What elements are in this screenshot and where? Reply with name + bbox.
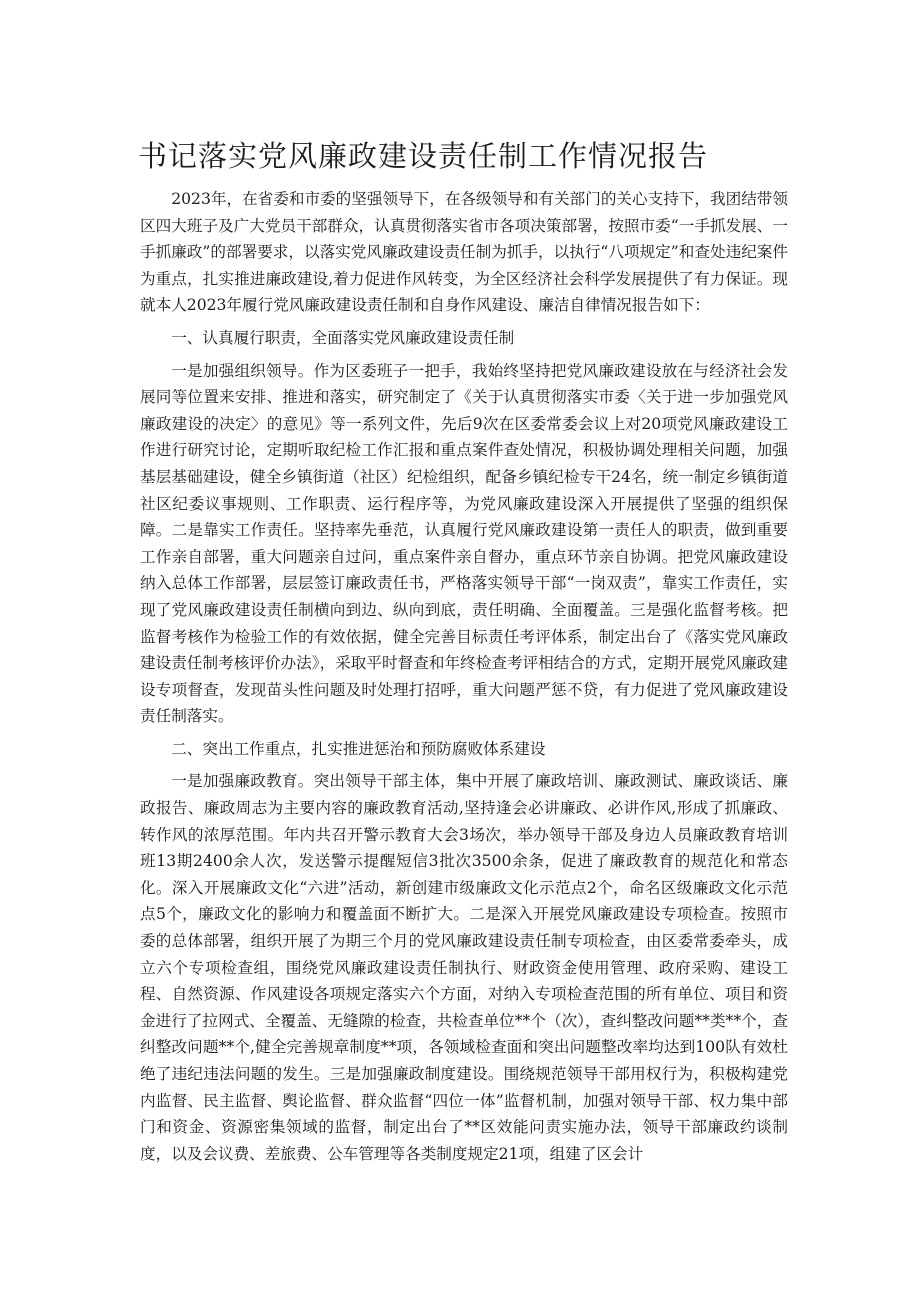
document-body bbox=[140, 186, 788, 1167]
paragraph-section-1: 一是加强组织领导。作为区委班子一把手，我始终坚持把党风廉政建设放在与经济社会发展同等位置来安排、推进和落实，研究制定了《关于认真贯彻落实市委〈关于进一步加强党风廉政建设的决定〉的意见》等一系列文件，先后9次在区委常委会议上对20项党风廉政建设工作进行研究讨论，定期听取纪检工作汇报和重点案件查处情况，积极协调处理相关问题，加强基层基础建设，健全乡镇街道（社区）纪检组织，配备乡镇纪检专干24名，统一制定乡镇街道社区纪委议事规则、工作职责、运行程序等，为党风廉政建设深入开展提供了坚强的组织保障。二是靠实工作责任。坚持率先垂范，认真履行党风廉政建设第一责任人的职责，做到重要工作亲自部署，重大问题亲自过问，重点案件亲自督办，重点环节亲自协调。把党风廉政建设纳入总体工作部署，层层签订廉政责任书，严格落实领导干部“一岗双责”，靠实工作责任，实现了党风廉政建设责任制横向到边、纵向到底，责任明确、全面覆盖。三是强化监督考核。把监督考核作为检验工作的有效依据，健全完善目标责任考评体系，制定出台了《落实党风廉政建设责任制考核评价办法》，采取平时督查和年终检查考评相结合的方式，定期开展党风廉政建设专项督查，发现苗头性问题及时处理打招呼，重大问题严惩不贷，有力促进了党风廉政建设责任制落实。 bbox=[140, 361, 788, 726]
section-heading-2: 二、突出工作重点，扎实推进惩治和预防腐败体系建设 bbox=[171, 739, 546, 758]
document-title: 书记落实党风廉政建设责任制工作情况报告 bbox=[138, 139, 709, 173]
paragraph-section-2: 一是加强廉政教育。突出领导干部主体，集中开展了廉政培训、廉政测试、廉政谈话、廉政报告、廉政周志为主要内容的廉政教育活动,坚持逢会必讲廉政、必讲作风,形成了抓廉政、转作风的浓厚范围。年内共召开警示教育大会3场次，举办领导干部及身边人员廉政教育培训班13期2400余人次，发送警示提醒短信3批次3500余条，促进了廉政教育的规范化和常态化。深入开展廉政文化“六进”活动，新创建市级廉政文化示范点2个，命名区级廉政文化示范点5个，廉政文化的影响力和覆盖面不断扩大。二是深入开展党风廉政建设专项检查。按照市委的总体部署，组织开展了为期三个月的党风廉政建设责任制专项检查，由区委常委牵头，成立六个专项检查组，围绕党风廉政建设责任制执行、财政资金使用管理、政府采购、建设工程、自然资源、作风建设各项规定落实六个方面，对纳入专项检查范围的所有单位、项目和资金进行了拉网式、全覆盖、无缝隙的检查，共检查单位**个（次），查纠整改问题**类**个，查纠整改问题**个,健全完善规章制度**项，各领域检查面和突出问题整改率均达到100队有效杜绝了违纪违法问题的发生。三是加强廉政制度建设。围绕规范领导干部用权行为，积极构建党内监督、民主监督、舆论监督、群众监督“四位一体”监督机制，加强对领导干部、权力集中部门和资金、资源密集领域的监督，制定出台了**区效能问责实施办法，领导干部廉政约谈制度，以及会议费、差旅费、公车管理等各类制度规定21项，组建了区会计 bbox=[140, 772, 788, 1163]
paragraph-intro: 2023年，在省委和市委的坚强领导下，在各级领导和有关部门的关心支持下，我团结带领区四大班子及广大党员干部群众，认真贯彻落实省市各项决策部署，按照市委“一手抓发展、一手抓廉政”的部署要求，以落实党风廉政建设责任制为抓手，以执行“八项规定”和查处违纪案件为重点，扎实推进廉政建设,着力促进作风转变，为全区经济社会科学发展提供了有力保证。现就本人2023年履行党风廉政建设责任制和自身作风建设、廉洁自律情况报告如下： bbox=[140, 190, 788, 315]
section-heading-1: 一、认真履行职责，全面落实党风廉政建设责任制 bbox=[171, 328, 515, 347]
